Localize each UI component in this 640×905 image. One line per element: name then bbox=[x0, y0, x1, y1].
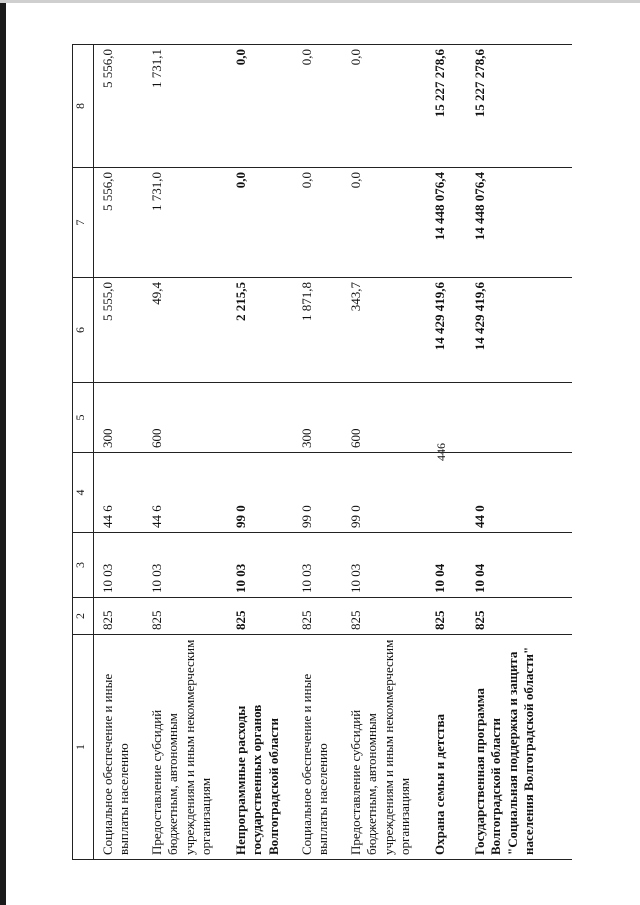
cell-target-code: 99 0 bbox=[293, 453, 342, 533]
page-number: 446 bbox=[434, 443, 448, 461]
header-col-7: 7 bbox=[73, 168, 94, 278]
cell-amount-col7: 5 556,0 bbox=[94, 168, 144, 278]
scan-edge-left bbox=[0, 0, 6, 905]
cell-section-code: 10 04 bbox=[426, 533, 466, 598]
cell-amount-col8: 0,0 bbox=[293, 45, 342, 168]
cell-target-code bbox=[426, 453, 466, 533]
cell-ministry-code: 825 bbox=[143, 598, 227, 635]
cell-expense-type bbox=[426, 383, 466, 453]
cell-amount-col6: 49,4 bbox=[143, 278, 227, 383]
cell-amount-col8: 15 227 278,6 bbox=[426, 45, 466, 168]
row-name: Предоставление субсидий бюджетным, автономным учреждениям и иным некоммерческим организациям bbox=[143, 635, 227, 860]
cell-section-code: 10 03 bbox=[143, 533, 227, 598]
cell-ministry-code: 825 bbox=[94, 598, 144, 635]
cell-amount-col7: 0,0 bbox=[293, 168, 342, 278]
cell-expense-type: 600 bbox=[342, 383, 426, 453]
table-row bbox=[426, 45, 466, 860]
table-row bbox=[342, 45, 426, 860]
row-name: Предоставление субсидий бюджетным, автономным учреждениям и иным некоммерческим организациям bbox=[342, 635, 426, 860]
header-row bbox=[73, 45, 94, 860]
cell-target-code: 99 0 bbox=[342, 453, 426, 533]
row-name: Социальное обеспечение и иные выплаты населению bbox=[94, 635, 144, 860]
cell-amount-col6: 1 871,8 bbox=[293, 278, 342, 383]
cell-amount-col6: 5 555,0 bbox=[94, 278, 144, 383]
cell-target-code: 44 0 bbox=[466, 453, 572, 533]
cell-amount-col7: 1 731,0 bbox=[143, 168, 227, 278]
cell-ministry-code: 825 bbox=[227, 598, 293, 635]
cell-amount-col6: 14 429 419,6 bbox=[426, 278, 466, 383]
row-name: Государственная программа Волгоградской области "Социальная поддержка и защита населения Волгоградской области" bbox=[466, 635, 572, 860]
cell-expense-type bbox=[227, 383, 293, 453]
table-row bbox=[227, 45, 293, 860]
cell-ministry-code: 825 bbox=[342, 598, 426, 635]
cell-amount-col7: 0,0 bbox=[227, 168, 293, 278]
header-col-8: 8 bbox=[73, 45, 94, 168]
cell-expense-type bbox=[466, 383, 572, 453]
cell-target-code: 99 0 bbox=[227, 453, 293, 533]
cell-section-code: 10 03 bbox=[342, 533, 426, 598]
table-row bbox=[466, 45, 572, 860]
cell-amount-col7: 14 448 076,4 bbox=[426, 168, 466, 278]
cell-amount-col7: 0,0 bbox=[342, 168, 426, 278]
header-col-2: 2 bbox=[73, 598, 94, 635]
cell-ministry-code: 825 bbox=[293, 598, 342, 635]
cell-section-code: 10 04 bbox=[466, 533, 572, 598]
cell-section-code: 10 03 bbox=[293, 533, 342, 598]
budget-table-container bbox=[72, 45, 602, 860]
row-name: Охрана семьи и детства bbox=[426, 635, 466, 860]
cell-amount-col8: 0,0 bbox=[227, 45, 293, 168]
table-row bbox=[143, 45, 227, 860]
cell-ministry-code: 825 bbox=[426, 598, 466, 635]
cell-ministry-code: 825 bbox=[466, 598, 572, 635]
row-name: Социальное обеспечение и иные выплаты населению bbox=[293, 635, 342, 860]
header-col-1: 1 bbox=[73, 635, 94, 860]
header-col-6: 6 bbox=[73, 278, 94, 383]
cell-amount-col6: 14 429 419,6 bbox=[466, 278, 572, 383]
scan-edge-top bbox=[0, 0, 640, 3]
cell-expense-type: 300 bbox=[293, 383, 342, 453]
cell-target-code: 44 6 bbox=[94, 453, 144, 533]
table-row bbox=[293, 45, 342, 860]
budget-table bbox=[72, 44, 572, 860]
cell-amount-col6: 343,7 bbox=[342, 278, 426, 383]
cell-target-code: 44 6 bbox=[143, 453, 227, 533]
header-col-5: 5 bbox=[73, 383, 94, 453]
table-row bbox=[94, 45, 144, 860]
cell-section-code: 10 03 bbox=[227, 533, 293, 598]
cell-section-code: 10 03 bbox=[94, 533, 144, 598]
cell-expense-type: 300 bbox=[94, 383, 144, 453]
cell-amount-col8: 15 227 278,6 bbox=[466, 45, 572, 168]
cell-expense-type: 600 bbox=[143, 383, 227, 453]
row-name: Непрограммные расходы государственных органов Волгоградской области bbox=[227, 635, 293, 860]
header-col-3: 3 bbox=[73, 533, 94, 598]
cell-amount-col8: 5 556,0 bbox=[94, 45, 144, 168]
cell-amount-col8: 1 731,1 bbox=[143, 45, 227, 168]
cell-amount-col8: 0,0 bbox=[342, 45, 426, 168]
header-col-4: 4 bbox=[73, 453, 94, 533]
cell-amount-col7: 14 448 076,4 bbox=[466, 168, 572, 278]
cell-amount-col6: 2 215,5 bbox=[227, 278, 293, 383]
